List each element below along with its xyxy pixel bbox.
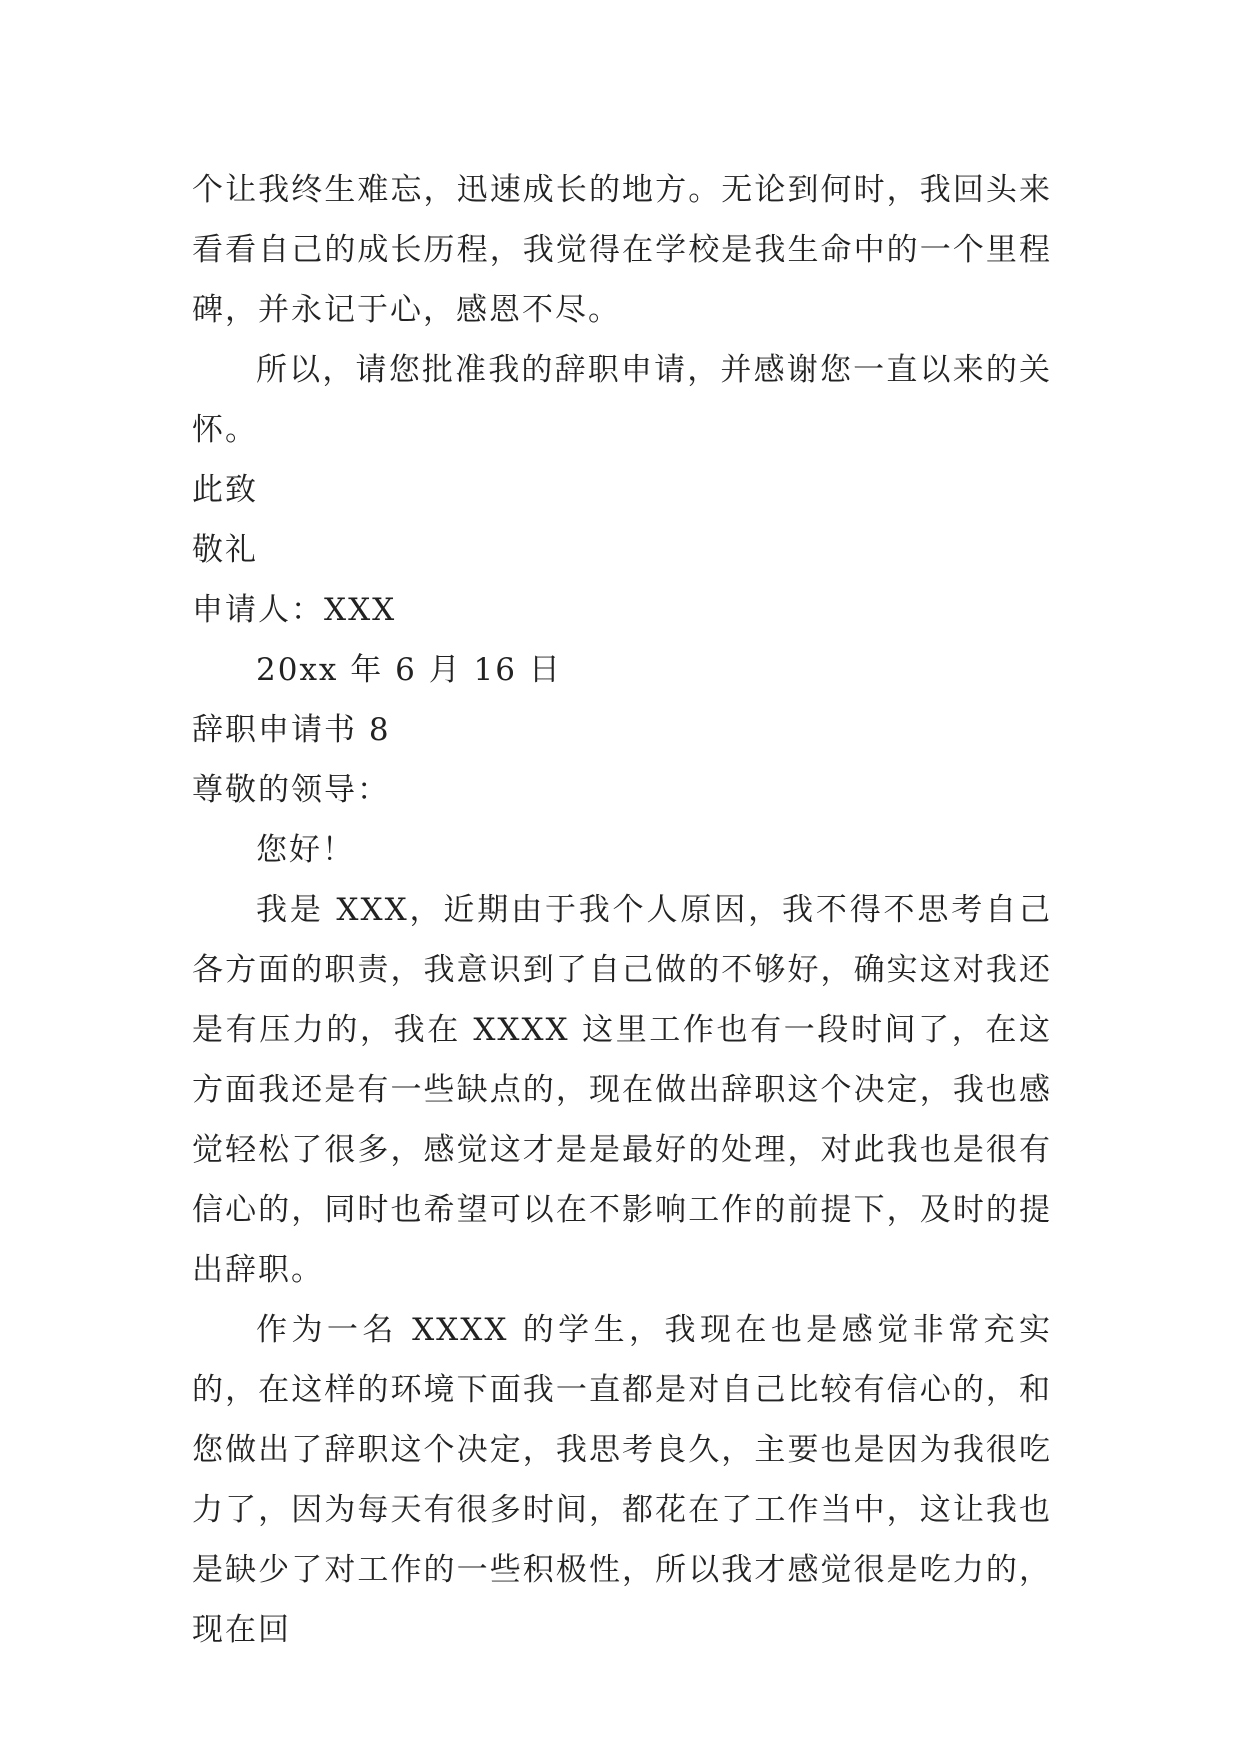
letter-hello: 您好！ (256, 832, 355, 868)
document-body (192, 160, 1052, 1660)
paragraph-student: 作为一名 XXXX 的学生，我现在也是感觉非常充实的，在这样的环境下面我一直都是对自己比较有信心的，和您做出了辞职这个决定，我思考良久，主要也是因为我很吃力了，因为每天有很多时间，都花在了工作当中，这让我也是缺少了对工作的一些积极性，所以我才感觉很是吃力的，现在回 (192, 1312, 1052, 1648)
letter-date: 20xx 年 6 月 16 日 (256, 652, 562, 688)
paragraph-request-approval: 所以，请您批准我的辞职申请，并感谢您一直以来的关怀。 (192, 352, 1052, 448)
closing-regards: 敬礼 (192, 532, 258, 568)
letter-greeting: 尊敬的领导： (192, 772, 390, 808)
closing-salutation: 此致 (192, 472, 258, 508)
applicant-name: 申请人：XXX (192, 592, 397, 628)
section-title: 辞职申请书 8 (192, 712, 391, 748)
paragraph-gratitude: 个让我终生难忘，迅速成长的地方。无论到何时，我回头来看看自己的成长历程，我觉得在学校是我生命中的一个里程碑，并永记于心，感恩不尽。 (192, 172, 1052, 328)
paragraph-reason: 我是 XXX，近期由于我个人原因，我不得不思考自己各方面的职责，我意识到了自己做的不够好，确实这对我还是有压力的，我在 XXXX 这里工作也有一段时间了，在这方面我还是有一些缺点的，现在做出辞职这个决定，我也感觉轻松了很多，感觉这才是是最好的处理，对此我也是很有信心的，同时也希望可以在不影响工作的前提下，及时的提出辞职。 (192, 892, 1052, 1288)
